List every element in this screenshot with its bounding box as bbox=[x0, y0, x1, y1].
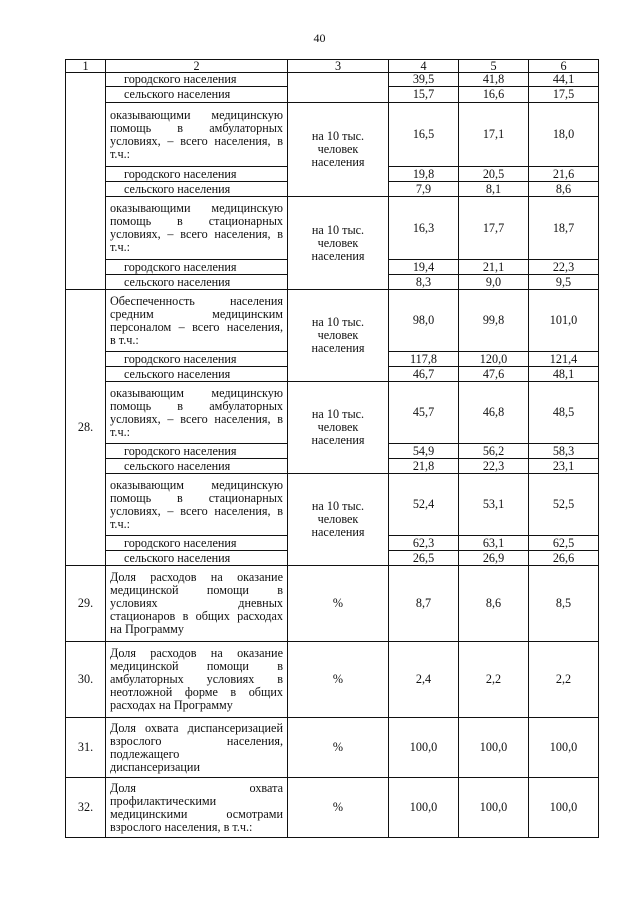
value-cell: 17,5 bbox=[529, 87, 599, 103]
value-cell: 23,1 bbox=[529, 459, 599, 474]
value-cell: 22,3 bbox=[529, 260, 599, 275]
table-row bbox=[66, 382, 599, 444]
row-number-cell bbox=[66, 73, 106, 290]
value-cell: 2,2 bbox=[459, 642, 529, 718]
value-cell: 52,5 bbox=[529, 474, 599, 536]
value-cell: 8,5 bbox=[529, 566, 599, 642]
value-cell: 26,9 bbox=[459, 551, 529, 566]
unit-cell: на 10 тыс. человек населения bbox=[288, 197, 389, 290]
value-cell: 62,5 bbox=[529, 536, 599, 551]
value-cell: 100,0 bbox=[529, 778, 599, 838]
subrow-label: сельского населения bbox=[106, 275, 288, 290]
unit-cell: % bbox=[288, 566, 389, 642]
indicator-label: Доля расходов на оказание медицинской помощи в условиях дневных стационаров в общих расходах на Программу bbox=[106, 566, 288, 642]
unit-cell: % bbox=[288, 778, 389, 838]
value-cell: 8,6 bbox=[529, 182, 599, 197]
indicator-label: Доля охвата профилактическими медицинскими осмотрами взрослого населения, в т.ч.: bbox=[106, 778, 288, 838]
unit-cell: % bbox=[288, 718, 389, 778]
page-number: 40 bbox=[313, 31, 326, 45]
table-row bbox=[66, 566, 599, 642]
header-col-4: 4 bbox=[389, 60, 459, 73]
indicator-label: оказывающим медицинскую помощь в стационарных условиях, – всего населения, в т.ч.: bbox=[106, 474, 288, 536]
header-col-6: 6 bbox=[529, 60, 599, 73]
value-cell: 8,7 bbox=[389, 566, 459, 642]
value-cell: 120,0 bbox=[459, 352, 529, 367]
header-col-2: 2 bbox=[106, 60, 288, 73]
value-cell: 100,0 bbox=[459, 718, 529, 778]
header-col-5: 5 bbox=[459, 60, 529, 73]
value-cell: 46,8 bbox=[459, 382, 529, 444]
value-cell: 16,5 bbox=[389, 103, 459, 167]
value-cell: 21,6 bbox=[529, 167, 599, 182]
subrow-label: городского населения bbox=[106, 167, 288, 182]
unit-cell: на 10 тыс. человек населения bbox=[288, 103, 389, 197]
value-cell: 19,8 bbox=[389, 167, 459, 182]
table-row bbox=[66, 642, 599, 718]
value-cell: 58,3 bbox=[529, 444, 599, 459]
row-number-cell: 29. bbox=[66, 566, 106, 642]
subrow-label: сельского населения bbox=[106, 459, 288, 474]
value-cell: 52,4 bbox=[389, 474, 459, 536]
table-row bbox=[66, 197, 599, 260]
value-cell: 41,8 bbox=[459, 73, 529, 87]
subrow-label: городского населения bbox=[106, 73, 288, 87]
indicator-label: оказывающими медицинскую помощь в стационарных условиях, – всего населения, в т.ч.: bbox=[106, 197, 288, 260]
table-row bbox=[66, 290, 599, 352]
value-cell: 21,8 bbox=[389, 459, 459, 474]
table-row bbox=[66, 474, 599, 536]
value-cell: 15,7 bbox=[389, 87, 459, 103]
table-row bbox=[66, 718, 599, 778]
value-cell: 100,0 bbox=[389, 718, 459, 778]
value-cell: 26,5 bbox=[389, 551, 459, 566]
value-cell: 16,3 bbox=[389, 197, 459, 260]
subrow-label: городского населения bbox=[106, 444, 288, 459]
value-cell: 9,0 bbox=[459, 275, 529, 290]
subrow-label: городского населения bbox=[106, 352, 288, 367]
unit-cell: на 10 тыс. человек населения bbox=[288, 382, 389, 474]
value-cell: 121,4 bbox=[529, 352, 599, 367]
value-cell: 18,0 bbox=[529, 103, 599, 167]
unit-cell: на 10 тыс. человек населения bbox=[288, 290, 389, 382]
unit-cell: % bbox=[288, 642, 389, 718]
value-cell: 48,1 bbox=[529, 367, 599, 382]
subrow-label: городского населения bbox=[106, 536, 288, 551]
value-cell: 8,6 bbox=[459, 566, 529, 642]
value-cell: 98,0 bbox=[389, 290, 459, 352]
value-cell: 8,1 bbox=[459, 182, 529, 197]
value-cell: 54,9 bbox=[389, 444, 459, 459]
row-number-cell: 28. bbox=[66, 290, 106, 566]
unit-cell bbox=[288, 73, 389, 103]
value-cell: 17,1 bbox=[459, 103, 529, 167]
value-cell: 44,1 bbox=[529, 73, 599, 87]
header-col-3: 3 bbox=[288, 60, 389, 73]
table-row bbox=[66, 73, 599, 87]
value-cell: 62,3 bbox=[389, 536, 459, 551]
value-cell: 26,6 bbox=[529, 551, 599, 566]
header-row bbox=[66, 60, 599, 73]
value-cell: 18,7 bbox=[529, 197, 599, 260]
value-cell: 17,7 bbox=[459, 197, 529, 260]
subrow-label: сельского населения bbox=[106, 87, 288, 103]
row-number-cell: 32. bbox=[66, 778, 106, 838]
value-cell: 7,9 bbox=[389, 182, 459, 197]
value-cell: 21,1 bbox=[459, 260, 529, 275]
subrow-label: сельского населения bbox=[106, 367, 288, 382]
value-cell: 9,5 bbox=[529, 275, 599, 290]
value-cell: 100,0 bbox=[459, 778, 529, 838]
header-col-1: 1 bbox=[66, 60, 106, 73]
indicator-label: Доля охвата диспансеризацией взрослого населения, подлежащего диспансеризации bbox=[106, 718, 288, 778]
value-cell: 45,7 bbox=[389, 382, 459, 444]
value-cell: 2,2 bbox=[529, 642, 599, 718]
value-cell: 101,0 bbox=[529, 290, 599, 352]
row-number-cell: 30. bbox=[66, 642, 106, 718]
subrow-label: городского населения bbox=[106, 260, 288, 275]
value-cell: 2,4 bbox=[389, 642, 459, 718]
value-cell: 117,8 bbox=[389, 352, 459, 367]
value-cell: 63,1 bbox=[459, 536, 529, 551]
value-cell: 39,5 bbox=[389, 73, 459, 87]
value-cell: 22,3 bbox=[459, 459, 529, 474]
indicator-label: Обеспеченность населения средним медицинским персоналом – всего населения, в т.ч.: bbox=[106, 290, 288, 352]
value-cell: 16,6 bbox=[459, 87, 529, 103]
value-cell: 47,6 bbox=[459, 367, 529, 382]
indicators-table bbox=[65, 59, 599, 838]
value-cell: 48,5 bbox=[529, 382, 599, 444]
value-cell: 56,2 bbox=[459, 444, 529, 459]
subrow-label: сельского населения bbox=[106, 551, 288, 566]
value-cell: 100,0 bbox=[389, 778, 459, 838]
value-cell: 99,8 bbox=[459, 290, 529, 352]
value-cell: 53,1 bbox=[459, 474, 529, 536]
value-cell: 20,5 bbox=[459, 167, 529, 182]
value-cell: 19,4 bbox=[389, 260, 459, 275]
indicator-label: оказывающим медицинскую помощь в амбулаторных условиях, – всего населения, в т.ч.: bbox=[106, 382, 288, 444]
table-row bbox=[66, 778, 599, 838]
unit-cell: на 10 тыс. человек населения bbox=[288, 474, 389, 566]
row-number-cell: 31. bbox=[66, 718, 106, 778]
table-row bbox=[66, 103, 599, 167]
value-cell: 46,7 bbox=[389, 367, 459, 382]
subrow-label: сельского населения bbox=[106, 182, 288, 197]
value-cell: 100,0 bbox=[529, 718, 599, 778]
indicator-label: Доля расходов на оказание медицинской помощи в амбулаторных условиях в неотложной форме в общих расходах на Программу bbox=[106, 642, 288, 718]
value-cell: 8,3 bbox=[389, 275, 459, 290]
indicator-label: оказывающими медицинскую помощь в амбулаторных условиях, – всего населения, в т.ч.: bbox=[106, 103, 288, 167]
